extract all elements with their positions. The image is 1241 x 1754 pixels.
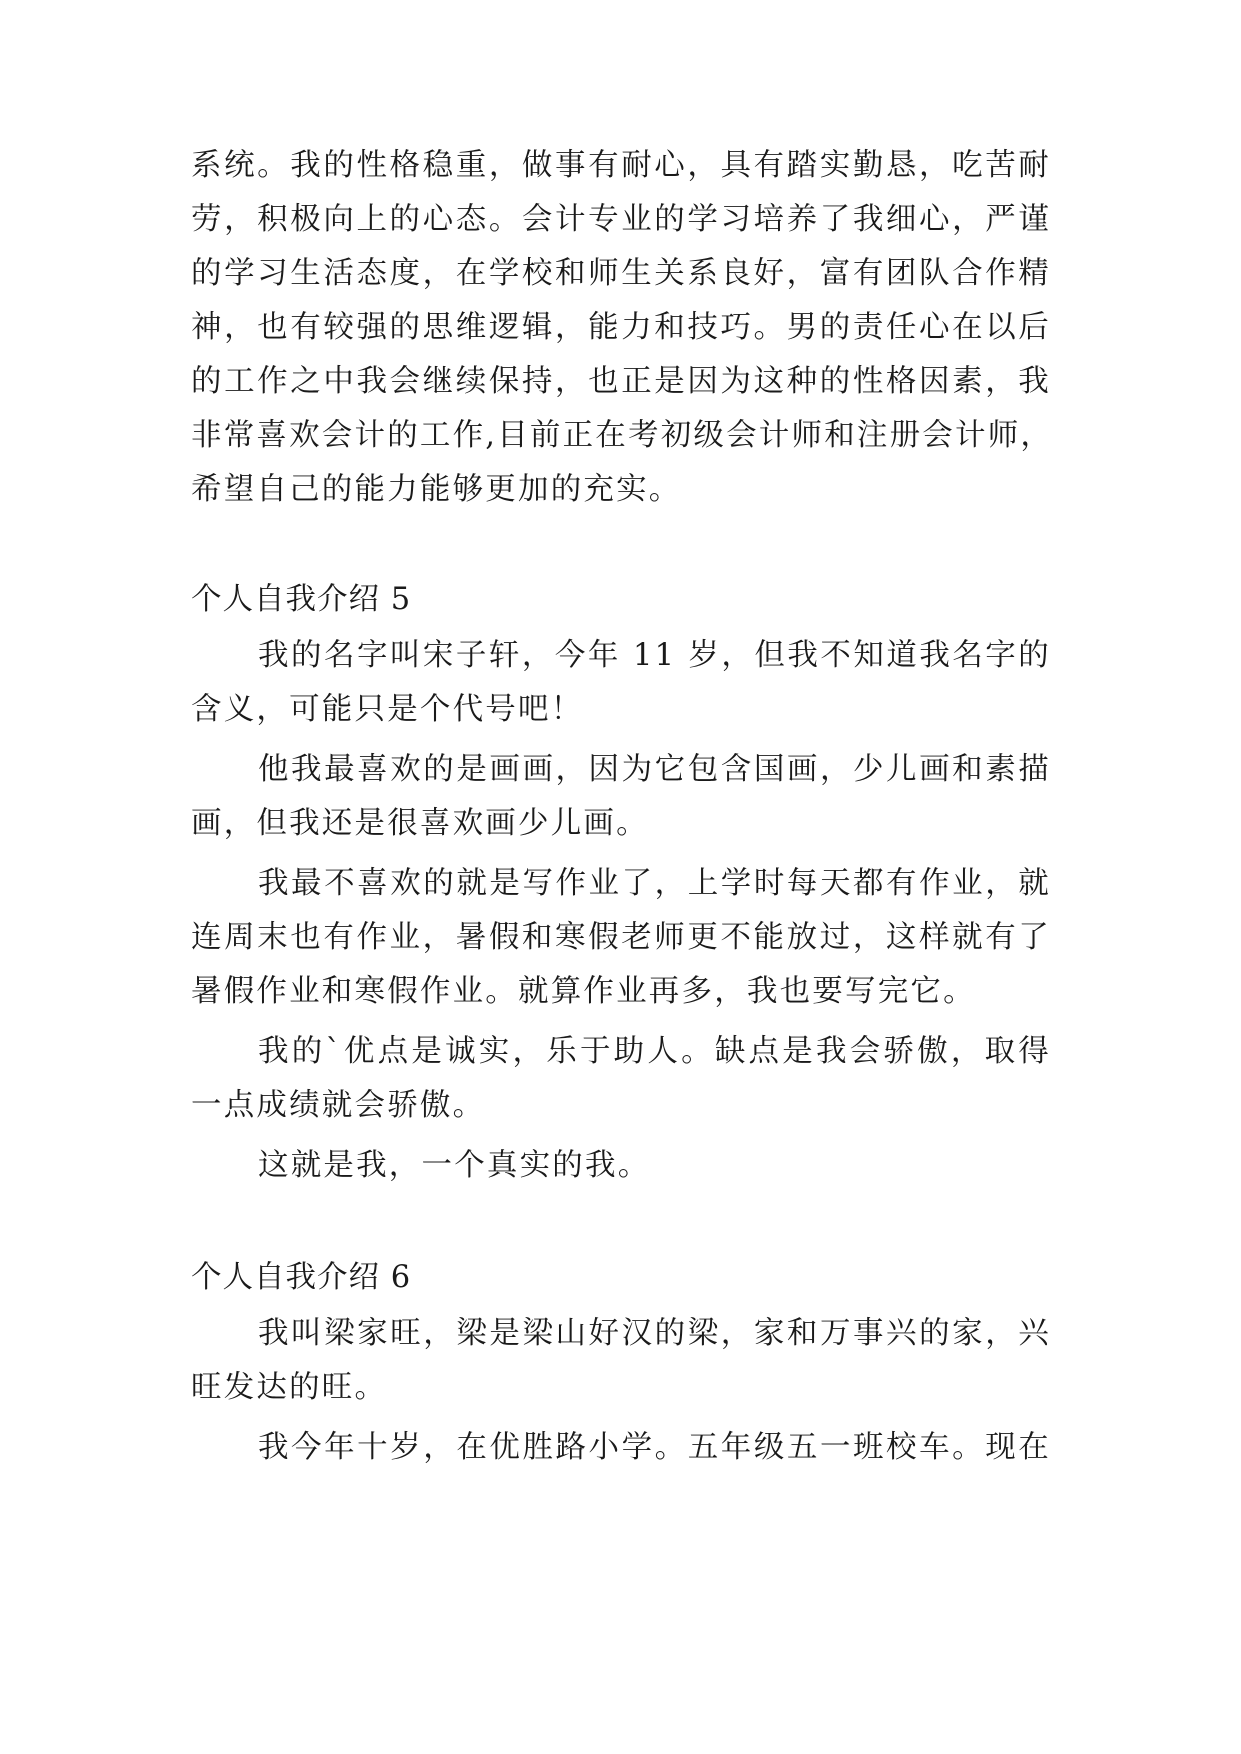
paragraph-line: 一点成绩就会骄傲。 [191, 1088, 486, 1123]
paragraph-line: 我最不喜欢的就是写作业了，上学时每天都有作业，就 [258, 866, 1051, 901]
paragraph-line: 非常喜欢会计的工作,目前正在考初级会计师和注册会计师， [191, 418, 1054, 453]
paragraph-line: 我的`优点是诚实，乐于助人。缺点是我会骄傲，取得 [258, 1034, 1051, 1069]
paragraph-line: 含义，可能只是个代号吧！ [191, 692, 584, 727]
paragraph-line: 画，但我还是很喜欢画少儿画。 [191, 806, 649, 841]
paragraph-line: 的学习生活态度，在学校和师生关系良好，富有团队合作精 [191, 256, 1051, 291]
paragraph-line: 劳，积极向上的心态。会计专业的学习培养了我细心，严谨 [191, 202, 1051, 237]
paragraph-line: 这就是我，一个真实的我。 [258, 1148, 651, 1183]
section-heading: 个人自我介绍 6 [191, 1260, 412, 1295]
section-heading: 个人自我介绍 5 [191, 582, 412, 617]
paragraph-line: 我今年十岁，在优胜路小学。五年级五一班校车。现在 [258, 1430, 1051, 1465]
paragraph-line: 希望自己的能力能够更加的充实。 [191, 472, 682, 507]
paragraph-line: 旺发达的旺。 [191, 1370, 388, 1405]
paragraph-line: 连周末也有作业，暑假和寒假老师更不能放过，这样就有了 [191, 920, 1051, 955]
paragraph-line: 我的名字叫宋子轩，今年 11 岁，但我不知道我名字的 [258, 638, 1051, 673]
paragraph-line: 神，也有较强的思维逻辑，能力和技巧。男的责任心在以后 [191, 310, 1051, 345]
paragraph-line: 暑假作业和寒假作业。就算作业再多，我也要写完它。 [191, 974, 976, 1009]
paragraph-line: 系统。我的性格稳重，做事有耐心，具有踏实勤恳，吃苦耐 [191, 148, 1051, 183]
paragraph-line: 我叫梁家旺，梁是梁山好汉的梁，家和万事兴的家，兴 [258, 1316, 1051, 1351]
paragraph-line: 的工作之中我会继续保持，也正是因为这种的性格因素，我 [191, 364, 1051, 399]
paragraph-line: 他我最喜欢的是画画，因为它包含国画，少儿画和素描 [258, 752, 1051, 787]
